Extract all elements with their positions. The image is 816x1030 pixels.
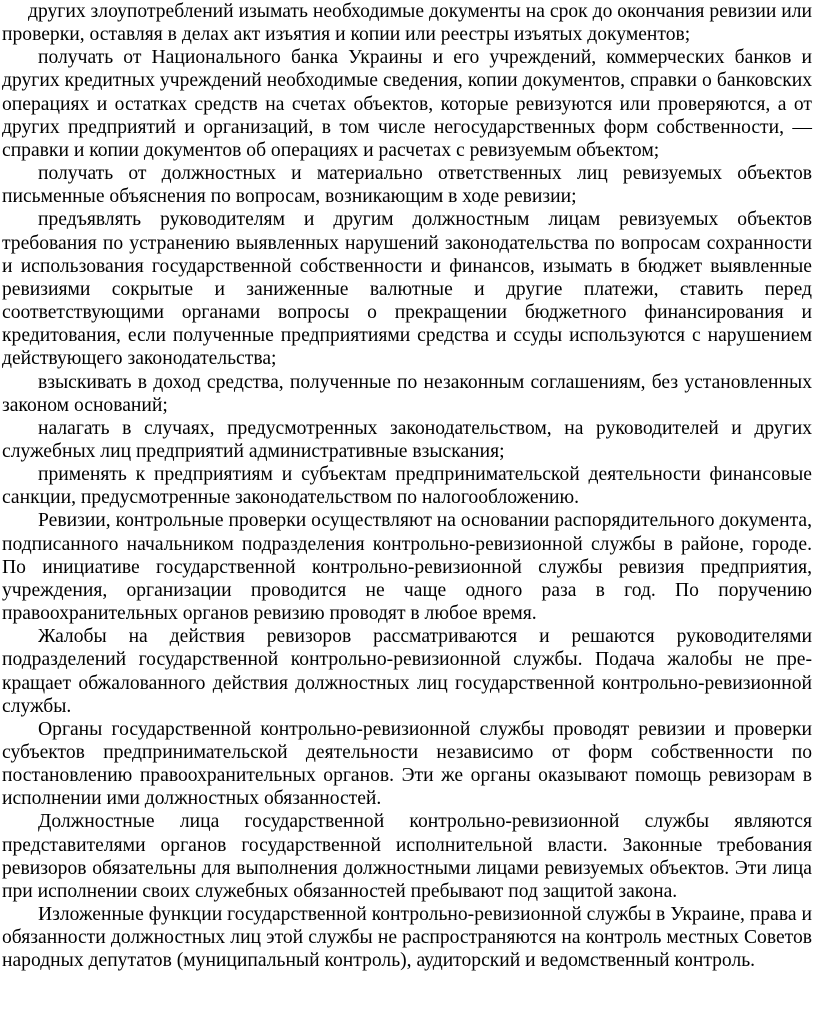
paragraph-written-explanations: получать от должностных и материально ответственных лиц ревизуемых объектов письменные объяснения по вопросам, возникающим в ходе ревизии; xyxy=(2,163,812,208)
paragraph-violation-requirements: предъявлять руководителям и другим должностным лицам ревизуемых объектов требования по устранению выявленных нарушений законодательства по вопросам сохранности и использования государственной собственности и финансов, изымать в бюджет выявленные ревизиями сокрытые и заниженные валютные и другие платежи, ставить перед соответствующими органами вопросы о прекращении бюджетного финансирования и кредитования, если полученные предприятиями средства и ссуды используются с нарушением действующего законодательства; xyxy=(2,209,812,370)
paragraph-bank-information: получать от Национального банка Украины и его учреждений, коммерческих банков и других кредитных учреждений необходимые сведения, копии документов, справки о банковских операциях и остатках средств на счетах объектов, которые ревизуются или проверяются, а от других предприятий и организаций, в том числе негосударственных форм собственности, — справки и копии документов об операциях и расчетах с ревизуемым объектом; xyxy=(2,47,812,161)
paragraph-administrative-penalties: налагать в случаях, предусмотренных законодательством, на руководителей и других служебных лиц предприятий административные взыскания; xyxy=(2,417,812,462)
paragraph-entrepreneur-audits: Органы государственной контрольно-ревизионной службы проводят ревизии и проверки субъектов предпринимательской деятельности независимо от форм собственности по постановлению правоохранительных органов. Эти же органы оказывают помощь ревизорам в исполнении ими должностных обязанностей. xyxy=(2,718,812,810)
paragraph-document-seizure: других злоупотреблений изымать необходимые документы на срок до окончания ревизии или проверки, оставляя в делах акт изъятия и копии или реестры изъятых документов; xyxy=(2,1,812,46)
paragraph-scope-limits: Изложенные функции государственной контрольно-ревизионной службы в Украине, права и обязанности должностных лиц этой службы не распространяются на контроль местных Советов народных депутатов (муниципальный контроль), аудиторский и ведомственный контроль. xyxy=(2,904,812,972)
paragraph-officials-status: Должностные лица государственной контрольно-ревизионной службы являются представителями органов государственной исполнительной власти. Законные требования ревизоров обязательны для выполнения должностными лицами ревизуемых объектов. Эти лица при исполнении своих служебных обязанностей пребывают под защитой закона. xyxy=(2,811,812,902)
paragraph-recovery-of-funds: взыскивать в доход средства, полученные по незаконным соглашениям, без установленных законом оснований; xyxy=(2,371,812,416)
paragraph-complaints: Жалобы на действия ревизоров рассматриваются и решаются руководителями подразделений государственной контрольно-ревизионной службы. Подача жалобы не прекращает обжалованного действия должностных лиц государственной контрольно-ревизионной службы. xyxy=(2,626,812,717)
paragraph-financial-sanctions: применять к предприятиям и субъектам предпринимательской деятельности финансовые санкции, предусмотренные законодательством по налогообложению. xyxy=(2,464,812,509)
paragraph-audit-basis: Ревизии, контрольные проверки осуществляют на основании распорядительного документа, подписанного начальником подразделения контрольно-ревизионной службы в районе, городе. По инициативе государственной контрольно-ревизионной службы ревизия предприятия, учреждения, организации проводится не чаще одного раза в год. По поручению правоохранительных органов ревизию проводят в любое время. xyxy=(2,510,812,625)
